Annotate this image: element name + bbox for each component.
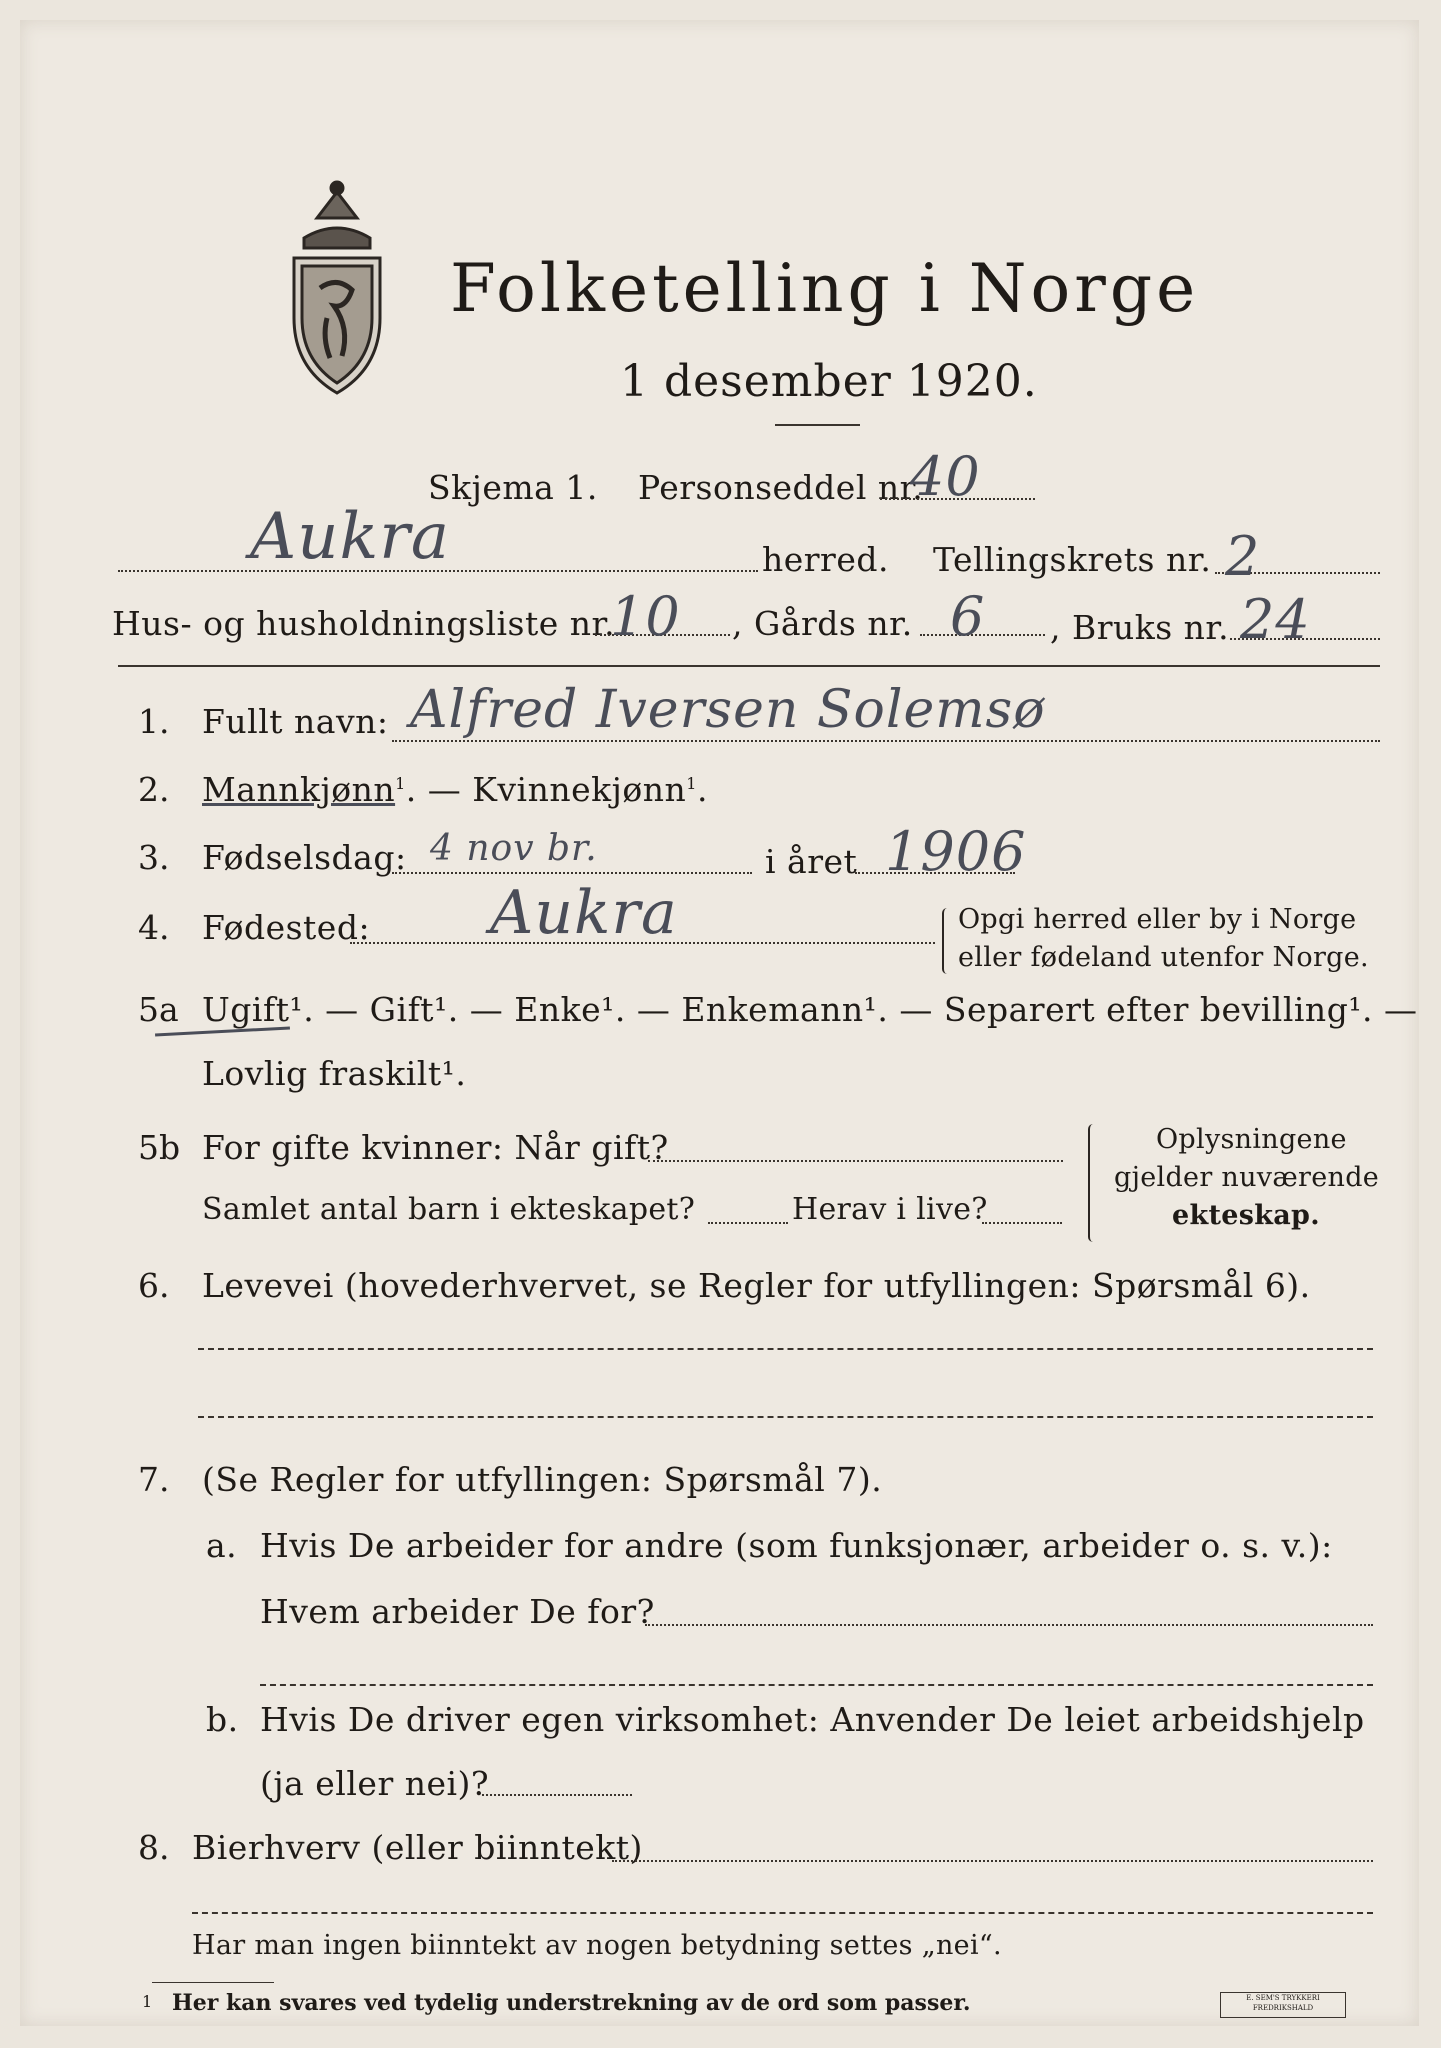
q4-label: Fødested: <box>202 908 371 947</box>
q8-answer-line2[interactable] <box>192 1912 1373 1914</box>
q7a-text2: Hvem arbeider De for? <box>260 1592 655 1631</box>
q2-number: 2. <box>138 770 170 809</box>
hus-label: Hus- og husholdningsliste nr. <box>112 604 616 643</box>
q3-field-line <box>392 872 752 874</box>
q6-text: Levevei (hovederhvervet, se Regler for utfyllingen: Spørsmål 6). <box>202 1266 1311 1305</box>
q8-note: Har man ingen biinntekt av nogen betydning settes „nei“. <box>192 1930 1002 1961</box>
q3-birth-year[interactable]: 1906 <box>885 820 1027 883</box>
q5b-when-married-line <box>648 1160 1063 1162</box>
q7a-answer-line2[interactable] <box>260 1684 1373 1686</box>
hus-value[interactable]: 10 <box>610 585 681 648</box>
q7b-text2: (ja eller nei)? <box>260 1764 490 1803</box>
q3-label: Fødselsdag: <box>202 838 407 877</box>
q4-birthplace[interactable]: Aukra <box>490 878 678 948</box>
q8-text: Bierhverv (eller biinntekt) <box>192 1828 643 1867</box>
q4-brace <box>942 908 952 974</box>
personseddel-label: Personseddel nr. <box>638 468 924 507</box>
footnote-mark: 1 <box>142 1992 153 2011</box>
q7a-employer-line[interactable] <box>645 1624 1373 1626</box>
header-rule <box>118 665 1380 667</box>
q5b-number: 5b <box>138 1128 181 1167</box>
q7b-answer-line[interactable] <box>482 1794 632 1796</box>
q5b-line2b: Herav i live? <box>792 1192 988 1227</box>
q4-number: 4. <box>138 908 170 947</box>
census-form <box>20 20 1419 2026</box>
title-divider <box>775 424 860 426</box>
q1-label: Fullt navn: <box>202 702 389 741</box>
q8-number: 8. <box>138 1828 170 1867</box>
q7b-text: Hvis De driver egen virksomhet: Anvender De leiet arbeidshjelp <box>260 1700 1365 1739</box>
q6-number: 6. <box>138 1266 170 1305</box>
q2-separator: . — <box>405 770 473 809</box>
herred-value[interactable]: Aukra <box>250 500 450 574</box>
q6-answer-line2[interactable] <box>198 1416 1373 1418</box>
skjema-label: Skjema 1. <box>428 468 598 507</box>
q5b-brace <box>1088 1124 1098 1242</box>
q4-note-line2: eller fødeland utenfor Norge. <box>958 942 1369 973</box>
q4-note-line1: Opgi herred eller by i Norge <box>958 904 1357 935</box>
gards-value[interactable]: 6 <box>950 585 986 648</box>
q7b-letter: b. <box>206 1700 239 1739</box>
tellingskrets-label: Tellingskrets nr. <box>933 540 1212 579</box>
q5b-children-line <box>708 1222 788 1224</box>
bruks-label: , Bruks nr. <box>1050 608 1230 647</box>
q7-number: 7. <box>138 1460 170 1499</box>
q3-year-label: i året <box>765 842 858 881</box>
q3-number: 3. <box>138 838 170 877</box>
coat-of-arms-icon <box>282 178 392 400</box>
q6-answer-line1[interactable] <box>198 1348 1373 1350</box>
footnote-rule <box>152 1982 274 1983</box>
q5a-number: 5a <box>138 990 179 1029</box>
q2-male-option[interactable]: Mannkjønn <box>202 770 396 809</box>
q2-female-option[interactable]: Kvinnekjønn <box>472 770 687 809</box>
census-date: 1 desember 1920. <box>620 356 1038 407</box>
q1-field-line <box>392 740 1380 742</box>
q8-answer-line[interactable] <box>612 1860 1373 1862</box>
footnote-text: Her kan svares ved tydelig understrekning av de ord som passer. <box>172 1990 971 2016</box>
q3-birthday[interactable]: 4 nov br. <box>430 828 598 869</box>
q5b-line1: For gifte kvinner: Når gift? <box>202 1128 669 1167</box>
q5b-note1: Oplysningene <box>1156 1124 1347 1155</box>
herred-label: herred. <box>762 540 889 579</box>
herred-field-line <box>118 570 758 572</box>
gards-label: , Gårds nr. <box>732 604 913 643</box>
q5a-options[interactable]: Ugift¹. — Gift¹. — Enke¹. — Enkemann¹. — Separert efter bevilling¹. — <box>202 990 1418 1029</box>
q7a-letter: a. <box>206 1526 238 1565</box>
q1-full-name[interactable]: Alfred Iversen Solemsø <box>410 680 1046 740</box>
q5b-note2: gjelder nuværende <box>1114 1162 1380 1193</box>
q7a-text: Hvis De arbeider for andre (som funksjonær, arbeider o. s. v.): <box>260 1526 1333 1565</box>
q5b-alive-line <box>982 1222 1062 1224</box>
q2-options: Mannkjønn$^1$. — Kvinnekjønn$^1$. <box>202 770 708 809</box>
form-title: Folketelling i Norge <box>450 250 1200 327</box>
q5b-line2a: Samlet antal barn i ekteskapet? <box>202 1192 696 1227</box>
q5b-note3: ekteskap. <box>1172 1200 1320 1231</box>
personseddel-value[interactable]: 40 <box>910 445 981 508</box>
bruks-value[interactable]: 24 <box>1240 588 1311 651</box>
printer-stamp: E. SEM'S TRYKKERI FREDRIKSHALD <box>1220 1992 1346 2018</box>
q5a-options-line2[interactable]: Lovlig fraskilt¹. <box>202 1054 467 1093</box>
q7-text: (Se Regler for utfyllingen: Spørsmål 7). <box>202 1460 883 1499</box>
q2-end: . <box>696 770 708 809</box>
q1-number: 1. <box>138 702 170 741</box>
tellingskrets-value[interactable]: 2 <box>1225 525 1261 588</box>
